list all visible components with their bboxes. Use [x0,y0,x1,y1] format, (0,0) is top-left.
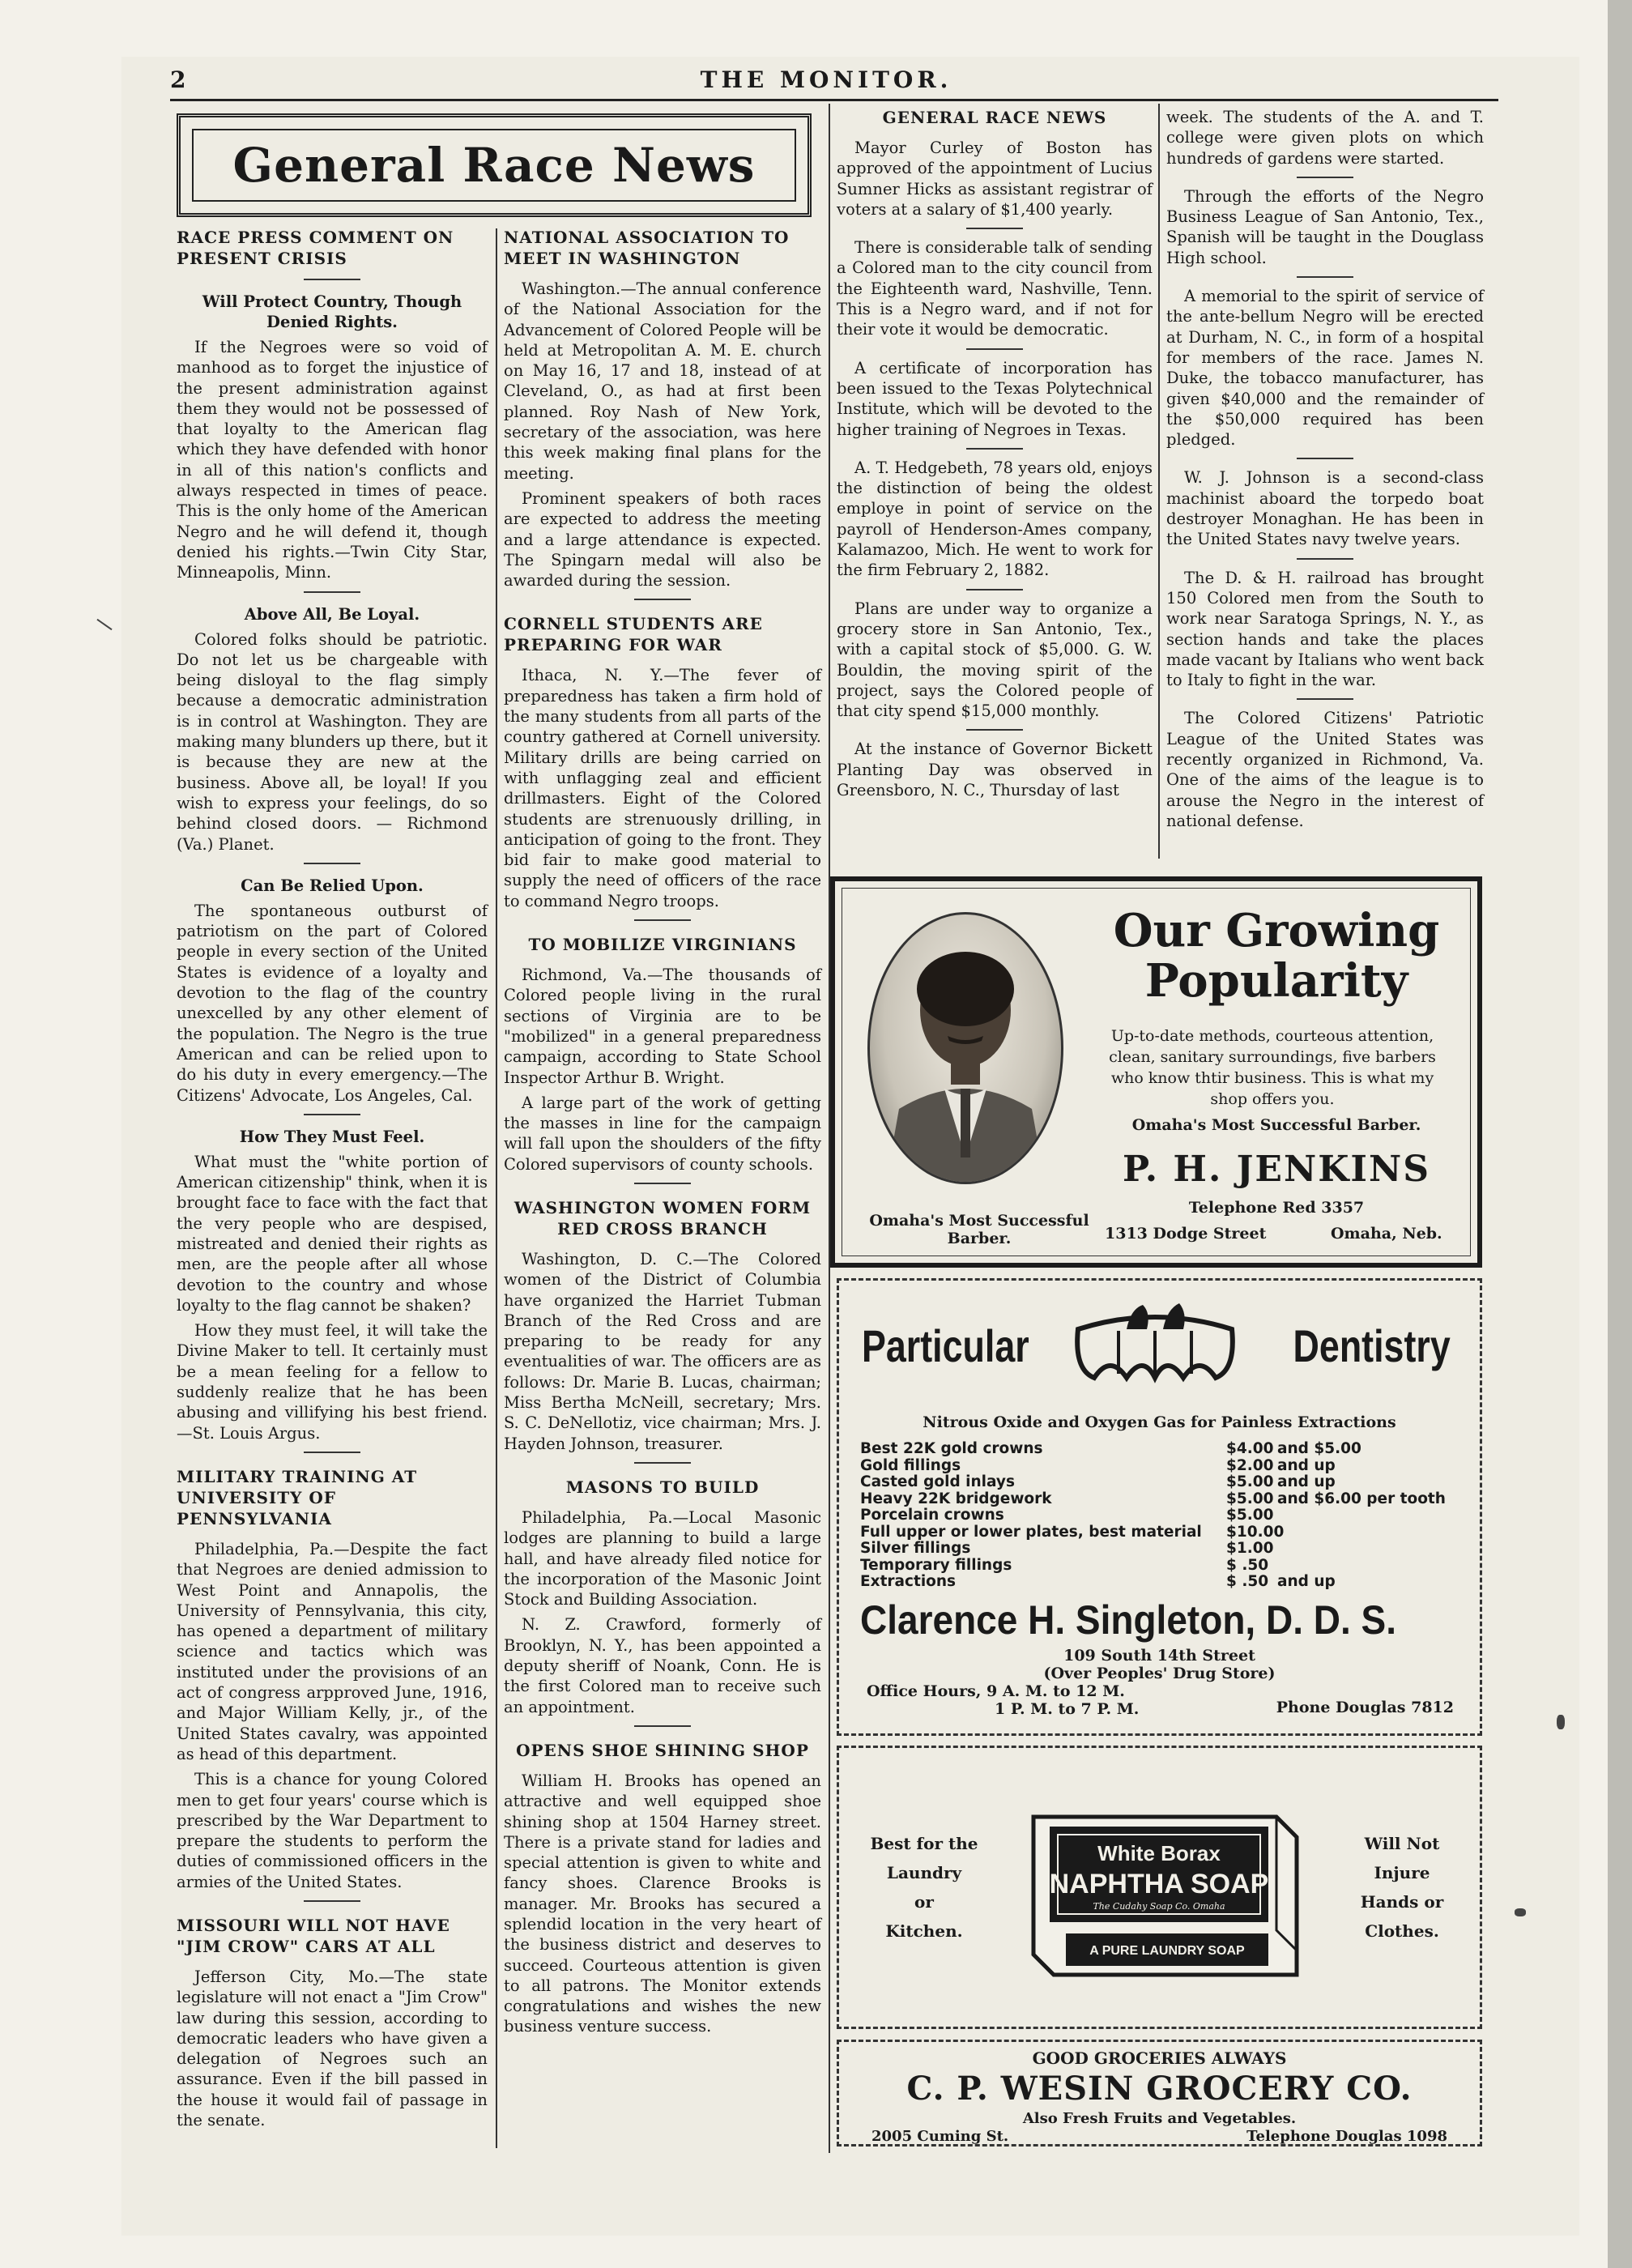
barber-city: Omaha, Neb. [1331,1225,1442,1243]
masthead [170,66,1482,97]
divider [966,589,1023,590]
page-number: 2 [170,66,186,93]
divider [304,863,360,864]
ad-headline-left: Particular [862,1320,1029,1371]
price-row [860,1541,1443,1558]
price-extra: and up [1277,1573,1336,1590]
headline: MISSOURI WILL NOT HAVE "JIM CROW" CARS AT ALL [177,1916,450,1956]
article-paragraph: There is considerable talk of sending a Colored man to the city council from the Eighteenth ward, Nashville, Tenn. This is a Negro ward, and if not for their vote it would be democratic. [837,238,1153,339]
price-row [860,1507,1443,1524]
dentist-advertisement [837,1278,1482,1736]
soap-product: NAPHTHA SOAP [1049,1869,1269,1899]
dentist-name: Clarence H. Singleton, D. D. S. [860,1597,1397,1643]
price-row [860,1441,1443,1458]
soap-brand: White Borax [1097,1841,1221,1865]
barber-portrait [867,912,1063,1184]
article-paragraph: Jefferson City, Mo.—The state legislature will not enact a "Jim Crow" law during this session, according to democratic leaders who have given a delegation of Negroes such an assurance. Even if the bill passed in the house it would fail of passage in the senate. [177,1967,488,2130]
soap-maker: The Cudahy Soap Co. Omaha [1093,1901,1225,1912]
price-item: Extractions [860,1573,957,1590]
price-item: Best 22K gold crowns [860,1440,1043,1457]
office-hours-afternoon: 1 P. M. to 7 P. M. [995,1700,1140,1718]
side-line: Hands or [1360,1892,1444,1912]
article-paragraph: Through the efforts of the Negro Business League of San Antonio, Tex., Spanish will be taught in the Douglass High school. [1166,186,1484,267]
price-extra: and $6.00 per tooth [1277,1490,1446,1507]
divider [1297,177,1353,178]
price-row [860,1574,1443,1591]
barber-advertisement [830,876,1482,1268]
side-line: Kitchen. [885,1921,963,1941]
article-paragraph: Mayor Curley of Boston has approved of the appointment of Lucius Sumner Hicks as assistant registrar of voters at a salary of $1,400 yearly. [837,139,1153,219]
price-item: Silver fillings [860,1540,971,1557]
price-row [860,1458,1443,1475]
headline: MILITARY TRAINING AT UNIVERSITY OF PENNSYLVANIA [177,1466,418,1528]
price-extra: and $5.00 [1277,1440,1361,1457]
section-banner [177,113,812,217]
column-rule [496,228,497,2148]
article-paragraph: Plans are under way to organize a grocery store in San Antonio, Tex., with a capital stock of $5,000. G. W. Bouldin, the moving spirit of the project, says the Colored people of that city spend $15,000 monthly. [837,599,1153,721]
dentist-address-note: (Over Peoples' Drug Store) [1043,1665,1276,1682]
article-paragraph: A certificate of incorporation has been issued to the Texas Polytechnical Institute, which will be devoted to the higher training of Negroes in Texas. [837,358,1153,439]
price-row [860,1474,1443,1491]
price-row [860,1558,1443,1575]
ad-headline [1078,906,1475,1006]
price-value: $2.00 [1226,1456,1274,1474]
ad-side-text-left [863,1829,985,1946]
column-4 [1166,107,1484,836]
article-paragraph: Philadelphia, Pa.—Local Masonic lodges are planning to build a large hall, and have already filed notice for the incorporation of the Masonic Joint Stock and Building Association. [504,1507,821,1609]
divider [634,1462,691,1464]
article-paragraph: William H. Brooks has opened an attractive and well equipped shoe shining shop at 1504 Harney street. There is a private stand for ladies and special attention is given to white and fancy shoes. Clarence Brooks is manager. Mr. Brooks has secured a splendid location in the very heart of the business district and deserves to succeed. Courteous attention is given to all patrons. The Monitor extends congratulations and wishes the new business venture success. [504,1771,821,2036]
price-row [860,1524,1443,1541]
grocery-phone: Telephone Douglas 1098 [1246,2128,1447,2145]
article-paragraph: Philadelphia, Pa.—Despite the fact that Negroes are denied admission to West Point and Annapolis, the University of Pennsylvania, this city, has opened a department of military science and tactics which was instituted under the provisions of an act of congress arpproved June, 1916, and Major William Kelly, jr., of the United States cavalry, was appointed as head of this department. [177,1539,488,1763]
ad-slogan: GOOD GROCERIES ALWAYS [1032,2048,1287,2068]
price-item: Full upper or lower plates, best material [860,1523,1202,1541]
price-list [860,1440,1446,1591]
grocery-name: C. P. WESIN GROCERY CO. [906,2070,1413,2108]
teeth-icon [1070,1297,1240,1386]
headline: WASHINGTON WOMEN FORM RED CROSS BRANCH [513,1197,812,1238]
article-paragraph: N. Z. Crawford, formerly of Brooklyn, N. Y., has been appointed a deputy sheriff of Noank, Conn. He is the first Colored man to receive such an appointment. [504,1615,821,1716]
ad-tagline: Nitrous Oxide and Oxygen Gas for Painless Extractions [923,1413,1396,1431]
price-value: $ .50 [1226,1573,1269,1590]
price-extra: and up [1277,1456,1336,1474]
scan-mark [96,619,112,630]
price-item: Temporary fillings [860,1556,1012,1574]
scan-mark [1515,1908,1526,1916]
price-value: $1.00 [1226,1540,1274,1557]
article-paragraph: A. T. Hedgebeth, 78 years old, enjoys the distinction of being the oldest employe in point of service on the payroll of Henderson-Ames company, Kalamazoo, Mich. He went to work for the firm February 2, 1882. [837,458,1153,580]
subheadline: Can Be Relied Upon. [241,876,424,895]
article-paragraph: At the instance of Governor Bickett Planting Day was observed in Greensboro, N. C., Thursday of last [837,740,1153,800]
ad-side-text-right [1341,1829,1463,1946]
side-line: or [914,1892,934,1912]
headline: CORNELL STUDENTS ARE PREPARING FOR WAR [504,614,763,655]
masthead-rule [170,99,1498,101]
column-rule [1158,104,1160,859]
divider [634,1183,691,1184]
headline: NATIONAL ASSOCIATION TO MEET IN WASHINGTON [504,228,790,268]
article-paragraph: If the Negroes were so void of manhood as to forget the injustice of the present administration against them they would not be possessed of that loyalty to the American flag which they have defended with honor in all of this nation's conflicts and always respected in times of peace. This is the only home of the American Negro and he will defend it, though denied his rights.—Twin City Star, Minneapolis, Minn. [177,338,488,582]
price-extra: and up [1277,1473,1336,1490]
headline-line: Our Growing [1113,904,1440,957]
soap-advertisement [837,1746,1482,2029]
headline: RACE PRESS COMMENT ON PRESENT CRISIS [177,228,454,268]
barber-name: P. H. JENKINS [1122,1149,1431,1190]
article-paragraph: What must the "white portion of American citizenship" think, when it is brought face to face with the fact that the very people who are despised, mistreated and denied their rights as men, are the people after all whose devotion to the country and whose loyalty to the flag cannot be shaken? [177,1152,488,1315]
divider [634,599,691,600]
divider [634,919,691,921]
price-item: Heavy 22K bridgework [860,1490,1052,1507]
divider [966,729,1023,731]
divider [304,1900,360,1902]
divider [304,1114,360,1115]
article-paragraph: W. J. Johnson is a second-class machinist aboard the torpedo boat destroyer Monaghan. He has been in the United States navy twelve years. [1166,468,1484,549]
article-paragraph: Prominent speakers of both races are expected to address the meeting and a large attendance is expected. The Spingarn medal will also be awarded during the session. [504,488,821,590]
page-edge [1608,0,1632,2268]
subheadline: Will Protect Country, Though Denied Rights. [202,292,462,331]
banner-title: General Race News [232,138,756,193]
ad-copy: Up-to-date methods, courteous attention, clean, sanitary surroundings, five barbers who know thtir business. This is what my shop offers you. [1109,1027,1436,1108]
price-value: $10.00 [1226,1523,1285,1541]
headline: OPENS SHOE SHINING SHOP [516,1740,809,1760]
price-row [860,1490,1446,1508]
article-paragraph: Washington, D. C.—The Colored women of the District of Columbia have organized the Harriet Tubman Branch of the Red Cross and are preparing to be ready for any eventualities of war. The officers are as follows: Dr. Marie B. Lucas, chairman; Miss Bertha McNeill, secretary; Mrs. S. C. DeNellotiz, vice chairman; Mrs. J. Hayden Johnson, treasurer. [504,1249,821,1453]
side-line: Laundry [886,1863,962,1882]
side-line: Clothes. [1365,1921,1439,1941]
divider [1297,698,1353,700]
price-item: Gold fillings [860,1456,961,1474]
barber-address: 1313 Dodge Street [1105,1225,1267,1243]
subheadline: Above All, Be Loyal. [244,604,420,624]
divider [966,448,1023,450]
scan-mark [1557,1715,1565,1729]
article-paragraph: How they must feel, it will take the Divine Maker to tell. It certainly must be a mean feeling for a fellow to suddenly realize that he has been abusing and villifying his best friend.—St. Louis Argus. [177,1321,488,1443]
article-paragraph: The Colored Citizens' Patriotic League of the United States was recently organized in Richmond, Va. One of the aims of the league is to arouse the Negro in the interest of national defense. [1166,709,1484,830]
article-paragraph: Washington.—The annual conference of the National Association for the Advancement of Colored People will be held at Metropolitan A. M. E. church on May 16, 17 and 18, instead of at Cleveland, O., as had at first been planned. Roy Nash of New York, secretary of the association, was here this week making final plans for the meeting. [504,279,821,483]
divider [304,591,360,593]
divider [1297,558,1353,560]
headline-line: Popularity [1144,954,1408,1008]
divider [1297,458,1353,459]
column-1 [177,224,488,2135]
newspaper-title: THE MONITOR. [700,66,952,93]
grocery-advertisement [837,2040,1482,2146]
price-value: $5.00 [1226,1490,1274,1507]
article-paragraph: Richmond, Va.—The thousands of Colored people living in the rural sections of Virginia are to be "mobilized" in a general preparedness campaign, according to State School Inspector Arthur B. Wright. [504,966,821,1087]
article-paragraph: Colored folks should be patriotic. Do not let us be chargeable with being disloyal to the flag simply because a democratic administration is in control at Washington. They are making many blunders up there, but it is because they are new at the business. Above all, be loyal! If you wish to express your feelings, do so behind closed doors. — Richmond (Va.) Planet. [177,629,488,854]
dentist-phone: Phone Douglas 7812 [1276,1699,1454,1716]
price-item: Casted gold inlays [860,1473,1015,1490]
article-paragraph: week. The students of the A. and T. college were given plots on which hundreds of gardens were started. [1166,108,1484,168]
side-line: Best for the [870,1834,978,1853]
portrait-caption: Omaha's Most Successful Barber. [869,1212,1089,1247]
divider [304,1452,360,1453]
barber-phone: Telephone Red 3357 [1188,1199,1365,1217]
price-value: $4.00 [1226,1440,1274,1457]
article-paragraph: The D. & H. railroad has brought 150 Colored men from the South to work near Saratoga Springs, N. Y., as section hands and take the places made vacant by Italians who went back to Italy to fight in the war. [1166,568,1484,690]
article-paragraph: The spontaneous outburst of patriotism on the part of Colored people in every section of the United States is evidence of a loyalty and devotion to the flag of the country unexcelled by any other element of the population. The Negro is the true American and can be relied upon to do his duty in every emergency.—The Citizens' Advocate, Los Angeles, Cal. [177,901,488,1105]
divider [966,228,1023,229]
article-paragraph: This is a chance for young Colored men to get four years' course which is prescribed by the War Department to prepare the students to perform the duties of commissioned officers in the armies of the United States. [177,1770,488,1891]
price-value: $5.00 [1226,1507,1274,1524]
side-line: Will Not [1364,1834,1440,1853]
column-2 [504,224,821,2042]
soap-box-illustration [1017,1793,1305,1987]
dentist-address: 109 South 14th Street [1063,1647,1255,1665]
ad-subline: Also Fresh Fruits and Vegetables. [1022,2110,1297,2127]
price-value: $ .50 [1226,1556,1269,1574]
headline: MASONS TO BUILD [565,1477,760,1497]
price-value: $5.00 [1226,1473,1274,1490]
office-hours: Office Hours, 9 A. M. to 12 M. [867,1682,1125,1700]
divider [634,1725,691,1727]
divider [1297,276,1353,278]
column-3 [837,104,1153,805]
headline: GENERAL RACE NEWS [882,108,1107,127]
ad-slogan: Omaha's Most Successful Barber. [1131,1116,1421,1134]
divider [966,348,1023,350]
divider [304,279,360,280]
article-paragraph: A large part of the work of getting the masses in line for the campaign will fall upon the shoulders of the fifty Colored supervisors of county schools. [504,1093,821,1174]
price-item: Porcelain crowns [860,1507,1004,1524]
subheadline: How They Must Feel. [239,1127,425,1146]
article-paragraph: A memorial to the spirit of service of the ante-bellum Negro will be erected at Durham, N. C., in form of a hospital for members of the race. James N. Duke, the tobacco manufacturer, has given $40,000 and the remainder of the $50,000 required has been pledged. [1166,287,1484,450]
headline: TO MOBILIZE VIRGINIANS [528,935,797,955]
article-paragraph: Ithaca, N. Y.—The fever of preparedness has taken a firm hold of the many students from all parts of the country gathered at Cornell university. Military drills are being carried on with unflagging zeal and efficient drillmasters. Eight of the Colored students are strenuously drilling, in anticipation of going to the front. They bid fair to make good material to supply the need of officers of the race to command Negro troops. [504,666,821,910]
side-line: Injure [1374,1863,1430,1882]
ad-headline-right: Dentistry [1293,1320,1451,1371]
grocery-address: 2005 Cuming St. [871,2128,1009,2145]
soap-end-label: A PURE LAUNDRY SOAP [1089,1944,1245,1958]
